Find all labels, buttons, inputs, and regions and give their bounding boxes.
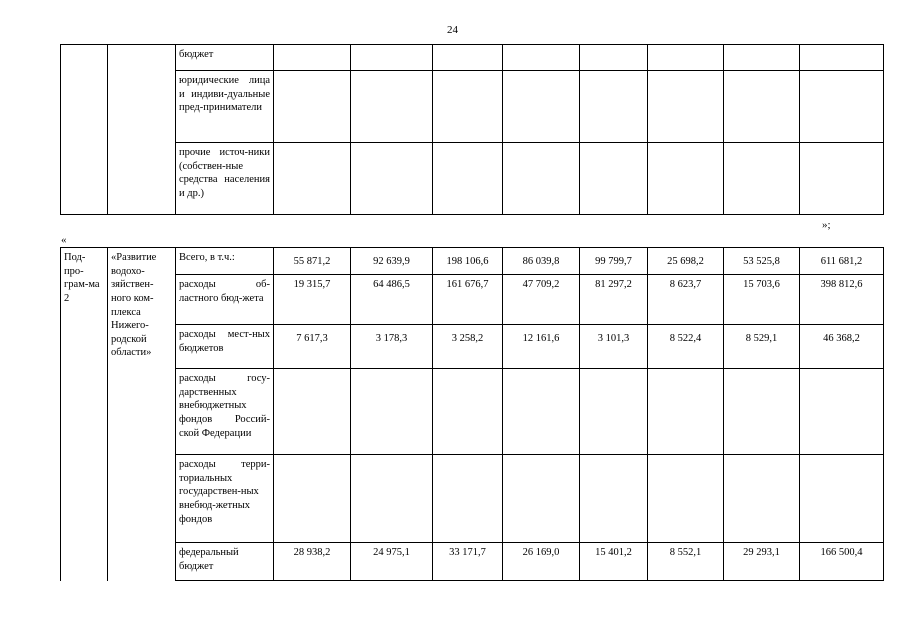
value-cell: 99 799,7	[580, 248, 648, 275]
value-cell: 25 698,2	[648, 248, 724, 275]
value-cell: 8 529,1	[724, 325, 800, 369]
value-cell	[724, 71, 800, 143]
value-cell	[274, 45, 351, 71]
value-cell: 3 258,2	[433, 325, 503, 369]
value-cell	[503, 45, 580, 71]
value-cell: 12 161,6	[503, 325, 580, 369]
value-cell	[580, 45, 648, 71]
value-cell: 3 178,3	[351, 325, 433, 369]
value-cell	[274, 71, 351, 143]
value-cell: 28 938,2	[274, 543, 351, 581]
value-cell	[648, 45, 724, 71]
value-cell	[800, 143, 884, 215]
value-cell: 19 315,7	[274, 275, 351, 325]
value-cell	[433, 45, 503, 71]
continued-table	[60, 44, 884, 215]
row-label: расходы терри-ториальных государствен-ных внебюд-жетных фондов	[176, 455, 274, 543]
value-cell	[274, 369, 351, 455]
value-cell: 611 681,2	[800, 248, 884, 275]
value-cell	[351, 71, 433, 143]
row-label: бюджет	[176, 45, 274, 71]
value-cell	[580, 143, 648, 215]
value-cell	[800, 45, 884, 71]
value-cell	[433, 369, 503, 455]
value-cell	[648, 455, 724, 543]
value-cell: 24 975,1	[351, 543, 433, 581]
value-cell	[433, 71, 503, 143]
value-cell: 81 297,2	[580, 275, 648, 325]
value-cell	[648, 71, 724, 143]
code-cell	[61, 45, 108, 215]
value-cell	[800, 455, 884, 543]
value-cell	[724, 455, 800, 543]
value-cell	[274, 143, 351, 215]
value-cell: 161 676,7	[433, 275, 503, 325]
row-label: федеральный бюджет	[176, 543, 274, 581]
table-row	[61, 71, 884, 143]
table-row	[61, 143, 884, 215]
value-cell	[648, 369, 724, 455]
value-cell	[351, 369, 433, 455]
value-cell	[580, 71, 648, 143]
subprogram-table	[60, 247, 884, 581]
value-cell: 29 293,1	[724, 543, 800, 581]
value-cell: 15 401,2	[580, 543, 648, 581]
table-row	[61, 455, 884, 543]
value-cell: 8 522,4	[648, 325, 724, 369]
value-cell: 53 525,8	[724, 248, 800, 275]
value-cell	[648, 143, 724, 215]
value-cell	[724, 143, 800, 215]
value-cell: 198 106,6	[433, 248, 503, 275]
table-row	[61, 369, 884, 455]
value-cell: 86 039,8	[503, 248, 580, 275]
closing-quote: »;	[822, 219, 831, 231]
table-row	[61, 45, 884, 71]
value-cell	[274, 455, 351, 543]
value-cell: 47 709,2	[503, 275, 580, 325]
value-cell	[580, 369, 648, 455]
row-label: расходы госу-дарственных внебюджетных фондов Россий-ской Федерации	[176, 369, 274, 455]
value-cell: 15 703,6	[724, 275, 800, 325]
subprogram-name: «Развитие водохо-зяйствен-ного ком-плекса Нижего-родской области»	[108, 248, 176, 581]
value-cell	[724, 369, 800, 455]
value-cell	[503, 71, 580, 143]
subprogram-code: Под-про-грам-ма 2	[61, 248, 108, 581]
value-cell	[503, 455, 580, 543]
value-cell	[800, 369, 884, 455]
value-cell	[800, 71, 884, 143]
row-label: Всего, в т.ч.:	[176, 248, 274, 275]
row-label: расходы мест-ных бюджетов	[176, 325, 274, 369]
table-row	[61, 325, 884, 369]
value-cell: 7 617,3	[274, 325, 351, 369]
opening-quote: «	[61, 234, 67, 246]
row-label: юридические лица и индиви-дуальные пред-приниматели	[176, 71, 274, 143]
value-cell	[503, 369, 580, 455]
value-cell: 8 623,7	[648, 275, 724, 325]
value-cell	[351, 455, 433, 543]
value-cell	[351, 143, 433, 215]
page-number: 24	[447, 24, 458, 36]
value-cell: 3 101,3	[580, 325, 648, 369]
value-cell: 398 812,6	[800, 275, 884, 325]
value-cell: 92 639,9	[351, 248, 433, 275]
table-row	[61, 248, 884, 275]
value-cell: 26 169,0	[503, 543, 580, 581]
name-cell	[108, 45, 176, 215]
row-label: прочие источ-ники (собствен-ные средства населения и др.)	[176, 143, 274, 215]
value-cell	[433, 455, 503, 543]
value-cell: 55 871,2	[274, 248, 351, 275]
value-cell	[351, 45, 433, 71]
value-cell: 64 486,5	[351, 275, 433, 325]
table-row	[61, 543, 884, 581]
value-cell	[724, 45, 800, 71]
table-row	[61, 275, 884, 325]
value-cell	[433, 143, 503, 215]
value-cell: 33 171,7	[433, 543, 503, 581]
value-cell	[503, 143, 580, 215]
value-cell: 46 368,2	[800, 325, 884, 369]
value-cell	[580, 455, 648, 543]
value-cell: 8 552,1	[648, 543, 724, 581]
value-cell: 166 500,4	[800, 543, 884, 581]
row-label: расходы об-ластного бюд-жета	[176, 275, 274, 325]
